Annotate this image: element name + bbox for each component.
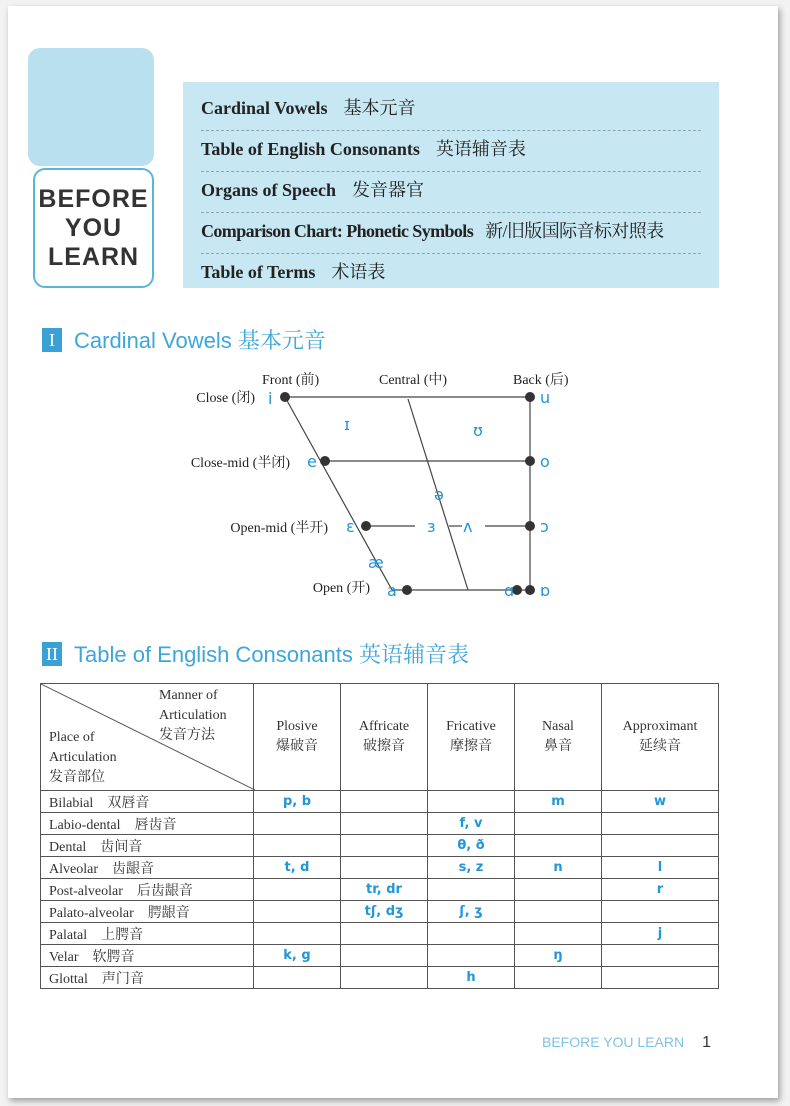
vowel-symbol: æ: [368, 553, 384, 572]
vowel-symbol: ɒ: [540, 581, 551, 600]
cell: t, d: [254, 857, 341, 879]
place-zh: 后齿龈音: [136, 883, 193, 899]
col-zh: 爆破音: [276, 739, 318, 754]
toc-item-zh: 新/旧版国际音标对照表: [485, 221, 664, 241]
place-en: Velar: [49, 949, 79, 965]
cell: [602, 901, 719, 923]
table-row: [41, 791, 719, 813]
cell: l: [602, 857, 719, 879]
place-cell: [41, 879, 254, 901]
page-footer: [542, 1034, 711, 1052]
place-zh: 双唇音: [107, 795, 150, 811]
cell: tr, dr: [341, 879, 428, 901]
corner-cell: [41, 684, 254, 791]
col-plosive: [254, 684, 341, 791]
place-zh: 软腭音: [92, 949, 135, 965]
vowel-row-open: Open (开): [312, 581, 370, 596]
col-nasal: [515, 684, 602, 791]
cell: ŋ: [515, 945, 602, 967]
cell: [602, 945, 719, 967]
cell: [254, 835, 341, 857]
col-approximant: [602, 684, 719, 791]
table-row: [41, 901, 719, 923]
place-cell: [41, 945, 254, 967]
place-cell: [41, 967, 254, 989]
toc-item-en: Comparison Chart: Phonetic Symbols: [201, 221, 474, 241]
section-title: Cardinal Vowels 基本元音: [74, 328, 326, 353]
consonant-table: [40, 683, 719, 989]
col-zh: 鼻音: [544, 739, 572, 754]
place-zh: 上腭音: [101, 927, 144, 943]
cell: [254, 879, 341, 901]
cell: r: [602, 879, 719, 901]
page-number: 1: [702, 1034, 712, 1051]
place-en: Alveolar: [49, 861, 98, 877]
place-zh: 唇齿音: [134, 817, 177, 833]
vowel-symbol: ɜ: [427, 517, 436, 536]
toc-item-zh: 发音器官: [352, 180, 424, 200]
col-fricative: [428, 684, 515, 791]
toc-item-zh: 基本元音: [343, 98, 416, 118]
cell: [254, 967, 341, 989]
manner-label-en: Manner of Articulation: [159, 688, 227, 723]
badge-line-3: LEARN: [47, 242, 140, 271]
vowel-row-close: Close (闭): [196, 391, 255, 406]
cell: [341, 835, 428, 857]
table-row: [41, 967, 719, 989]
cell: [341, 923, 428, 945]
cell: ʃ, ʒ: [428, 901, 515, 923]
vowel-symbol: i: [268, 389, 273, 408]
vowel-row-open-mid: Open-mid (半开): [230, 521, 328, 536]
cell: [254, 901, 341, 923]
footer-text: BEFORE YOU LEARN: [542, 1034, 685, 1050]
cell: [341, 813, 428, 835]
cell: [428, 791, 515, 813]
toc-item-en: Cardinal Vowels: [201, 98, 328, 118]
cell: n: [515, 857, 602, 879]
corner-place: [49, 728, 131, 788]
col-en: Fricative: [446, 719, 496, 734]
place-zh: 齿间音: [100, 839, 143, 855]
place-cell: [41, 791, 254, 813]
vowel-symbol: e: [307, 452, 317, 471]
place-en: Palatal: [49, 927, 88, 943]
vowel-symbol: ɛ: [346, 517, 355, 536]
place-en: Dental: [49, 839, 87, 855]
table-row: [41, 945, 719, 967]
section-title: Table of English Consonants 英语辅音表: [74, 642, 469, 667]
table-row: [41, 857, 719, 879]
place-cell: [41, 813, 254, 835]
manner-label-zh: 发音方法: [159, 728, 215, 743]
place-cell: [41, 923, 254, 945]
cell: [254, 813, 341, 835]
header-row: [41, 684, 719, 791]
cell: [602, 835, 719, 857]
cell: [254, 923, 341, 945]
cell: [341, 857, 428, 879]
place-label-zh: 发音部位: [49, 770, 105, 785]
col-en: Plosive: [276, 719, 318, 734]
cell: p, b: [254, 791, 341, 813]
place-en: Labio-dental: [49, 817, 121, 833]
section-number: II: [42, 642, 62, 666]
cell: [602, 967, 719, 989]
cell: m: [515, 791, 602, 813]
vowel-symbol: o: [540, 452, 550, 471]
col-zh: 破擦音: [363, 739, 405, 754]
cell: h: [428, 967, 515, 989]
vowel-col-central: Central (中): [379, 373, 448, 388]
table-row: [41, 835, 719, 857]
vowel-symbol: ɑ: [504, 581, 515, 600]
place-zh: 齿龈音: [111, 861, 154, 877]
vowel-col-front: Front (前): [262, 373, 320, 388]
cell: s, z: [428, 857, 515, 879]
vowel-symbol: a: [387, 581, 397, 600]
col-affricate: [341, 684, 428, 791]
vowel-symbol: ɔ: [540, 517, 549, 536]
col-zh: 摩擦音: [450, 739, 492, 754]
vowel-symbol: ʊ: [473, 421, 483, 440]
place-cell: [41, 835, 254, 857]
cell: k, g: [254, 945, 341, 967]
place-label-en: Place of Articulation: [49, 730, 117, 765]
vowel-row-close-mid: Close-mid (半闭): [190, 456, 290, 471]
place-zh: 腭龈音: [147, 905, 190, 921]
place-en: Palato-alveolar: [49, 905, 134, 921]
vowel-symbol: ʌ: [463, 517, 473, 536]
vowel-symbol: u: [540, 388, 551, 407]
cell: [515, 879, 602, 901]
vowel-symbol: ə: [434, 485, 444, 504]
col-en: Nasal: [542, 719, 574, 734]
badge-line-1: BEFORE: [38, 184, 149, 213]
cell: [341, 945, 428, 967]
cell: [428, 923, 515, 945]
toc-item-zh: 英语辅音表: [435, 139, 526, 159]
place-en: Post-alveolar: [49, 883, 123, 899]
table-row: [41, 879, 719, 901]
cell: [341, 967, 428, 989]
place-en: Glottal: [49, 971, 88, 987]
vowel-col-back: Back (后): [513, 373, 569, 388]
col-en: Affricate: [358, 719, 410, 734]
place-cell: [41, 857, 254, 879]
toc-item-en: Table of Terms: [201, 262, 316, 282]
section-number: I: [42, 328, 62, 352]
cell: [515, 967, 602, 989]
cell: [428, 879, 515, 901]
cell: [515, 813, 602, 835]
cell: [602, 813, 719, 835]
cell: w: [602, 791, 719, 813]
toc-item-en: Organs of Speech: [201, 180, 336, 200]
vowel-symbol: ɪ: [344, 415, 350, 434]
place-cell: [41, 901, 254, 923]
corner-manner: [159, 686, 239, 746]
cell: f, v: [428, 813, 515, 835]
cell: [428, 945, 515, 967]
cell: [515, 835, 602, 857]
cell: j: [602, 923, 719, 945]
col-zh: 延续音: [639, 739, 681, 754]
cell: [515, 901, 602, 923]
badge-line-2: YOU: [64, 213, 123, 242]
cell: [515, 923, 602, 945]
cell: tʃ, dʒ: [341, 901, 428, 923]
cell: θ, ð: [428, 835, 515, 857]
toc-item-zh: 术语表: [331, 262, 386, 282]
toc-item-en: Table of English Consonants: [201, 139, 420, 159]
table-row: [41, 813, 719, 835]
section-heading-consonants: [42, 638, 469, 669]
place-zh: 声门音: [101, 971, 144, 987]
place-en: Bilabial: [49, 795, 94, 811]
cell: [341, 791, 428, 813]
col-en: Approximant: [622, 719, 698, 734]
table-row: [41, 923, 719, 945]
